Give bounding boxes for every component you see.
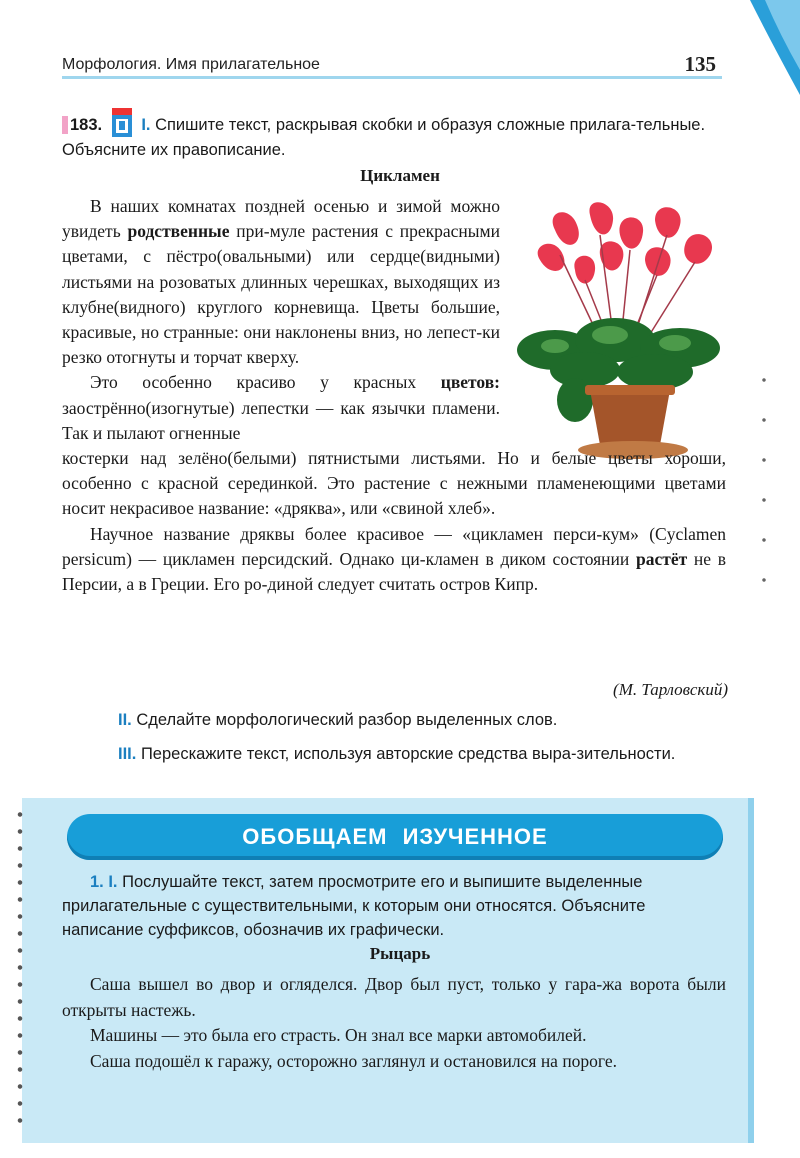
- instruction-text: Спишите текст, раскрывая скобки и образуя сложные прилага-тельные. Объясните их правописание.: [62, 116, 706, 159]
- roman-numeral: III.: [118, 745, 137, 763]
- page-number: 135: [684, 52, 716, 76]
- story-paragraph-3: Научное название дряквы более красивое — «цикламен перси-кум» (Cyclamen persicum) — цикламен персидский. Однако ци-кламен в диком состоянии растёт не в Персии, а в Греции. Его ро-диной следует считать остров Кипр.: [62, 523, 726, 595]
- task-2: [62, 708, 726, 732]
- summary-panel: [22, 798, 754, 1143]
- author-attribution: (М. Тарловский): [613, 680, 728, 699]
- story-paragraph-2a: Это особенно красиво у красных цветов: заострённо(изогнутые) лепестки — как язычки пламени. Так и пылают огненные: [62, 372, 500, 443]
- write-task-icon: [111, 108, 133, 138]
- exercise-number: 183.: [62, 116, 102, 134]
- summary-banner: ОБОБЩАЕМ ИЗУЧЕННОЕ: [67, 814, 723, 860]
- section-title: Морфология. Имя прилагательное: [62, 56, 320, 73]
- summary-paragraph-1: Саша вышел во двор и огляделся. Двор был пуст, только у гара-жа ворота были открыты настежь.: [62, 974, 726, 1020]
- story-text: [62, 194, 726, 597]
- summary-story-title: Рыцарь: [369, 944, 431, 963]
- binding-dots: [16, 806, 24, 1126]
- roman-numeral: II.: [118, 711, 132, 729]
- roman-numeral: I.: [141, 116, 151, 134]
- summary-paragraph-2: Машины — это была его страсть. Он знал все марки автомобилей.: [90, 1025, 587, 1045]
- summary-paragraph-3: Саша подошёл к гаражу, осторожно заглянул и остановился на пороге.: [90, 1050, 618, 1071]
- exercise-183-instruction: [62, 108, 724, 162]
- page-corner-decoration: [710, 0, 800, 95]
- margin-dots: [762, 360, 766, 600]
- running-header: [62, 54, 722, 80]
- task-number: 1. I.: [90, 873, 118, 891]
- task-text: Сделайте морфологический разбор выделенных слов.: [136, 711, 558, 729]
- story-paragraph-2b: костерки над зелёно(белыми) пятнистыми листьями. Но и белые цветы хороши, особенно с красной серединкой. Это растение с нежными пламенеющими цветами носит некрасивое название: «дряква», или «свиной хлеб».: [62, 448, 726, 519]
- header-rule: [62, 76, 722, 79]
- story-title: Цикламен: [360, 166, 440, 185]
- summary-task-1: [62, 870, 726, 942]
- task-text: Перескажите текст, используя авторские средства выра-зительности.: [140, 745, 676, 763]
- summary-story-text: [62, 972, 726, 1074]
- highlighted-word: растёт: [635, 548, 688, 569]
- task-text: Послушайте текст, затем просмотрите его и выпишите выделенные прилагательные с существительными, к которым они относятся. Объясните написание суффиксов, обозначив их графически.: [62, 873, 646, 939]
- task-3: [62, 742, 726, 766]
- story-paragraph-1: В наших комнатах поздней осенью и зимой можно увидеть родственные при-муле растения с прекрасными цветами, с пёстро(овальными) или сердце(видными) листьями на розоватых длинных черешках, выходящих из клубне(видного) круглого корневища. Цветы большие, красивые, но странные: они наклонены вниз, но лепест-ки резко отогнуты и торчат кверху.: [62, 196, 500, 368]
- highlighted-word: цветов:: [440, 372, 500, 393]
- highlighted-word: родственные: [127, 221, 230, 242]
